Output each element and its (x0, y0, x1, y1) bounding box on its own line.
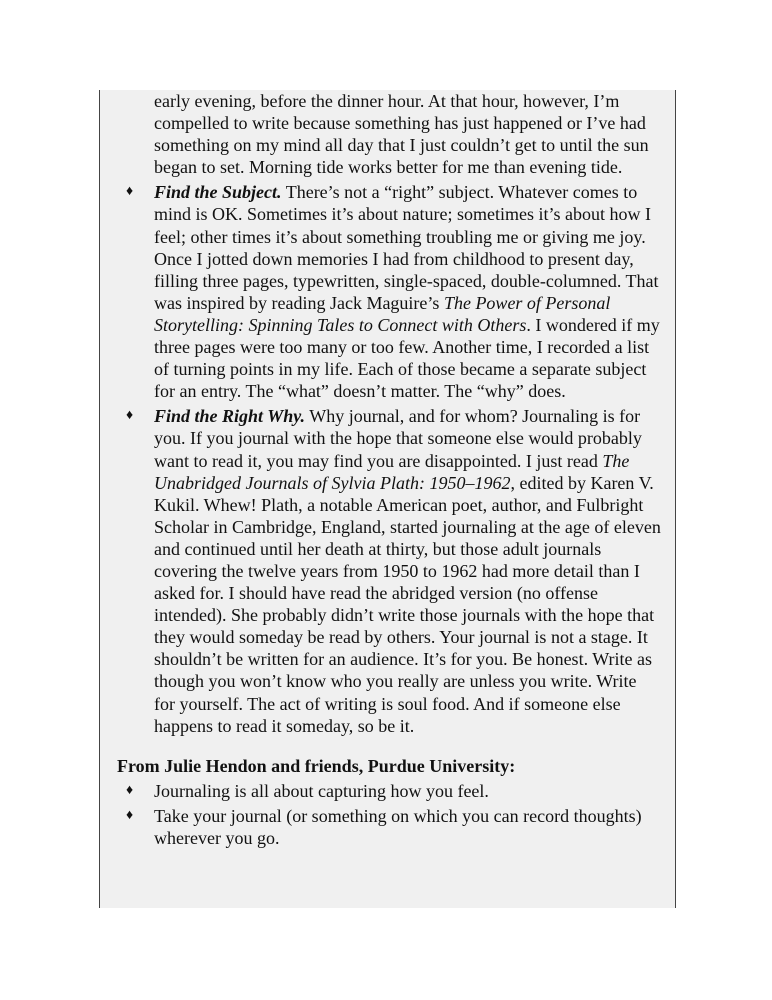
document-body (117, 90, 662, 849)
diamond-bullet-icon: ♦ (126, 184, 134, 200)
continuation-paragraph: early evening, before the dinner hour. At that hour, however, I’m compelled to write because something has just happened or I’ve had something on my mind all day that I just couldn’t get to until the sun began to set. Morning tide works better for me than evening tide. (154, 91, 649, 178)
bullet-lead: Find the Right Why. (154, 406, 306, 427)
tip-item (117, 805, 662, 849)
bullet-lead: Find the Subject. (154, 182, 282, 203)
bullet-find-subject (117, 181, 662, 402)
tip-text: Take your journal (or something on which you can record thoughts) wherever you go. (154, 805, 642, 848)
diamond-bullet-icon: ♦ (126, 782, 134, 798)
book-title: The Unabridged Journals of Sylvia Plath: 1950–1962 (154, 450, 630, 493)
bullet-text: Why journal, and for whom? Journaling is for you. If you journal with the hope that someone else would probably want to read it, you may find you are disappointed. I just read (154, 406, 642, 471)
bullet-text: There’s not a “right” subject. Whatever comes to mind is OK. Sometimes it’s about nature; sometimes it’s about how I feel; other times it’s about something troubling me or giving me joy. Once I jotted down memories I had from childhood to present day, filling three pages, typewritten, single-spaced, double-columned. That was inspired by reading Jack Maguire’s (154, 182, 659, 313)
diamond-bullet-icon: ♦ (126, 807, 134, 823)
diamond-bullet-icon: ♦ (126, 408, 134, 424)
book-title: The Power of Personal Storytelling: Spinning Tales to Connect with Others (154, 292, 611, 335)
bullet-text: . I wondered if my three pages were too many or too few. Another time, I recorded a list of turning points in my life. Each of those became a separate subject for an entry. The “what” doesn’t matter. The “why” does. (154, 314, 660, 402)
section-heading: From Julie Hendon and friends, Purdue University: (117, 755, 516, 776)
tip-text: Journaling is all about capturing how you feel. (154, 780, 489, 801)
bullet-find-right-why (117, 405, 662, 736)
bullet-text: , edited by Karen V. Kukil. Whew! Plath, a notable American poet, author, and Fulbright Scholar in Cambridge, England, started journaling at the age of eleven and continued until her death at thirty, but those adult journals covering the twelve years from 1950 to 1962 had more detail than I asked for. I should have read the abridged version (no offense intended). She probably didn’t write those journals with the hope that they would someday be read by others. Your journal is not a stage. It shouldn’t be written for an audience. It’s for you. Be honest. Write as though you won’t know who you really are unless you write. Write for yourself. The act of writing is soul food. And if someone else happens to read it someday, so be it. (154, 472, 661, 736)
tip-item (117, 780, 662, 802)
